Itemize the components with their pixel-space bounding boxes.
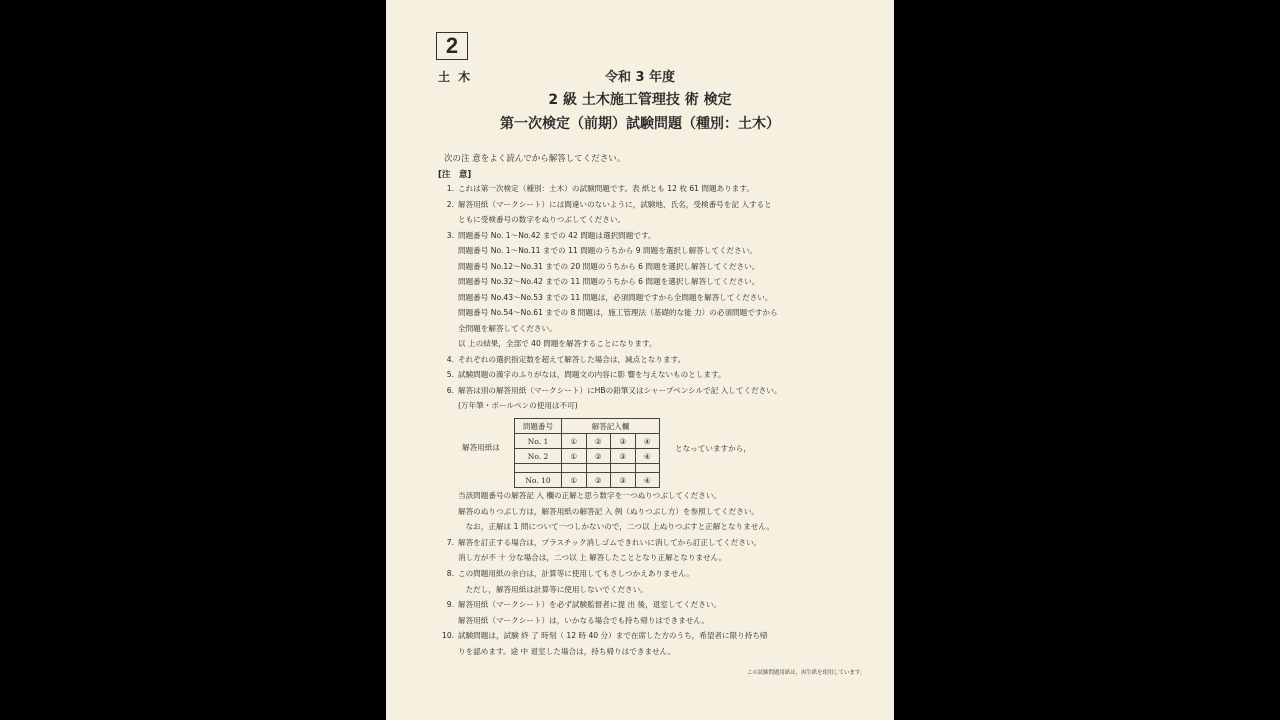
mark-2: ② xyxy=(586,473,611,488)
note-line xyxy=(442,370,726,380)
note-line xyxy=(442,507,759,517)
note-number: 9. xyxy=(446,600,454,610)
note-text: ただし，解答用紙は計算等に使用しないでください。 xyxy=(458,584,648,594)
mark-1: ① xyxy=(562,449,587,464)
note-line xyxy=(442,585,648,595)
mark-3: ③ xyxy=(611,449,636,464)
note-line xyxy=(442,647,675,657)
note-text: 試験問題の漢字のふりがなは，問題文の内容に影 響を与えないものとします。 xyxy=(458,370,726,379)
note-number: 1. xyxy=(446,184,454,193)
note-text: それぞれの選択指定数を超えて解答した場合は，減点となります。 xyxy=(458,354,686,364)
note-text: 解答は別の解答用紙（マークシート）にHBの鉛筆又はシャープペンシルで記 入してください。 xyxy=(458,385,782,395)
note-line xyxy=(442,600,721,610)
note-text: 問題番号 No.12～No.31 までの 20 問題のうちから 6 問題を選択し解答してください。 xyxy=(458,261,760,271)
note-line xyxy=(442,215,625,225)
note-text: 解答用紙（マークシート）には間違いのないように，試験地，氏名，受検番号を記 入すると xyxy=(458,199,772,209)
mark-1: ① xyxy=(562,473,587,488)
note-line xyxy=(442,538,761,548)
exam-page xyxy=(386,0,894,720)
table-header-number: 問題番号 xyxy=(515,419,562,434)
note-text: 解答用紙（マークシート）は，いかなる場合でも持ち帰りはできません。 xyxy=(458,615,710,625)
notes-heading: [注 意] xyxy=(438,170,472,180)
mark-3: ③ xyxy=(611,434,636,449)
note-text: 解答用紙（マークシート）を必ず試験監督者に提 出 後，退室してください。 xyxy=(458,600,722,610)
note-text: 問題番号 No. 1～No.42 までの 42 問題は選択問題です。 xyxy=(458,230,656,240)
note-text: 問題番号 No. 1～No.11 までの 11 問題のうちから 9 問題を選択し解答してください。 xyxy=(458,246,757,255)
note-line xyxy=(442,355,685,365)
title-exam: 2 級 土木施工管理技 術 検定 xyxy=(548,92,732,108)
note-line xyxy=(442,277,759,287)
note-line xyxy=(442,231,656,241)
table-row xyxy=(515,434,660,449)
note-line xyxy=(442,339,657,349)
row-label: No. 1 xyxy=(515,434,562,449)
note-text: 以 上の結果，全部で 40 問題を解答することになります。 xyxy=(458,339,657,348)
note-text: 当該問題番号の解答記 入 欄の正解と思う数字を一つぬりつぶしてください。 xyxy=(458,491,722,500)
intro-text: 次の注 意をよく読んでから解答してください。 xyxy=(444,154,626,164)
answer-sheet-example xyxy=(514,418,660,488)
note-number: 7. xyxy=(446,537,454,547)
mark-2: ② xyxy=(586,449,611,464)
note-line xyxy=(442,569,694,579)
note-line xyxy=(442,308,778,318)
note-number: 8. xyxy=(446,569,454,578)
title-sub: 第一次検定（前期）試験問題（種別：土木） xyxy=(500,116,780,132)
section-number: 2 xyxy=(436,32,468,60)
note-text: 試験問題は，試験 終 了 時刻（ 12 時 40 分）まで在席した方のうち，希望者に限り持ち帰 xyxy=(458,631,768,641)
note-text: なお，正解は 1 問について一つしかないので，二つ以 上ぬりつぶすと正解となりません。 xyxy=(458,522,774,532)
note-line xyxy=(442,200,772,210)
mark-1: ① xyxy=(562,434,587,449)
note-line xyxy=(442,324,557,334)
table-side-left: 解答用紙は xyxy=(462,443,500,452)
note-text: 全問題を解答してください。 xyxy=(458,323,557,333)
mark-4: ④ xyxy=(635,473,660,488)
mark-4: ④ xyxy=(635,434,660,449)
note-text: (万年筆・ボールペンの使用は不可) xyxy=(458,401,578,410)
note-line xyxy=(442,262,759,272)
mark-2: ② xyxy=(586,434,611,449)
note-number: 6. xyxy=(446,385,454,395)
subject-label: 土 木 xyxy=(438,70,473,84)
note-line xyxy=(442,293,772,303)
note-line xyxy=(442,401,578,411)
table-header-answer: 解答記入欄 xyxy=(562,419,660,434)
note-number: 3. xyxy=(446,230,454,240)
note-number: 5. xyxy=(446,370,454,379)
row-label: No. 10 xyxy=(515,473,562,488)
note-text: この問題用紙の余白は，計算等に使用してもさしつかえありません。 xyxy=(458,569,694,578)
footnote: この試験問題用紙は，再生紙を使用しています。 xyxy=(747,670,866,676)
note-text: ともに受検番号の数字をぬりつぶしてください。 xyxy=(458,215,626,224)
note-number: 10. xyxy=(442,631,455,641)
note-line xyxy=(442,246,757,256)
mark-4: ④ xyxy=(635,449,660,464)
note-line xyxy=(442,184,754,194)
note-line xyxy=(442,491,721,501)
note-text: 問題番号 No.43～No.53 までの 11 問題は，必須問題ですから全問題を解答してください。 xyxy=(458,292,773,302)
note-text: 消し方が不 十 分な場合は，二つ以 上 解答したこととなり正解となりません。 xyxy=(458,553,727,563)
table-gap xyxy=(515,464,660,473)
note-line xyxy=(442,553,726,563)
note-text: 問題番号 No.32～No.42 までの 11 問題のうちから 6 問題を選択し解答してください。 xyxy=(458,277,760,286)
note-text: 問題番号 No.54～No.61 までの 8 問題は，施工管理法（基礎的な能 力）の必須問題ですから xyxy=(458,308,778,317)
note-number: 2. xyxy=(446,199,454,209)
row-label: No. 2 xyxy=(515,449,562,464)
note-line xyxy=(442,522,774,532)
note-line xyxy=(442,616,709,626)
table-row xyxy=(515,449,660,464)
mark-3: ③ xyxy=(611,473,636,488)
note-text: 解答のぬりつぶし方は，解答用紙の解答記 入 例（ぬりつぶし方）を参照してください。 xyxy=(458,506,759,516)
note-text: これは第一次検定（種別：土木）の試験問題です。表 紙とも 12 枚 61 問題あります。 xyxy=(458,184,754,193)
title-year: 令和 3 年度 xyxy=(604,70,676,85)
table-row xyxy=(515,473,660,488)
note-text: りを認めます。途 中 退室した場合は，持ち帰りはできません。 xyxy=(458,647,676,656)
note-line xyxy=(442,631,768,641)
note-line xyxy=(442,386,781,396)
note-number: 4. xyxy=(446,354,454,364)
table-side-right: となっていますから， xyxy=(675,444,751,453)
note-text: 解答を訂正する場合は，プラスチック消しゴムできれいに消してから訂正してください。 xyxy=(458,537,762,547)
